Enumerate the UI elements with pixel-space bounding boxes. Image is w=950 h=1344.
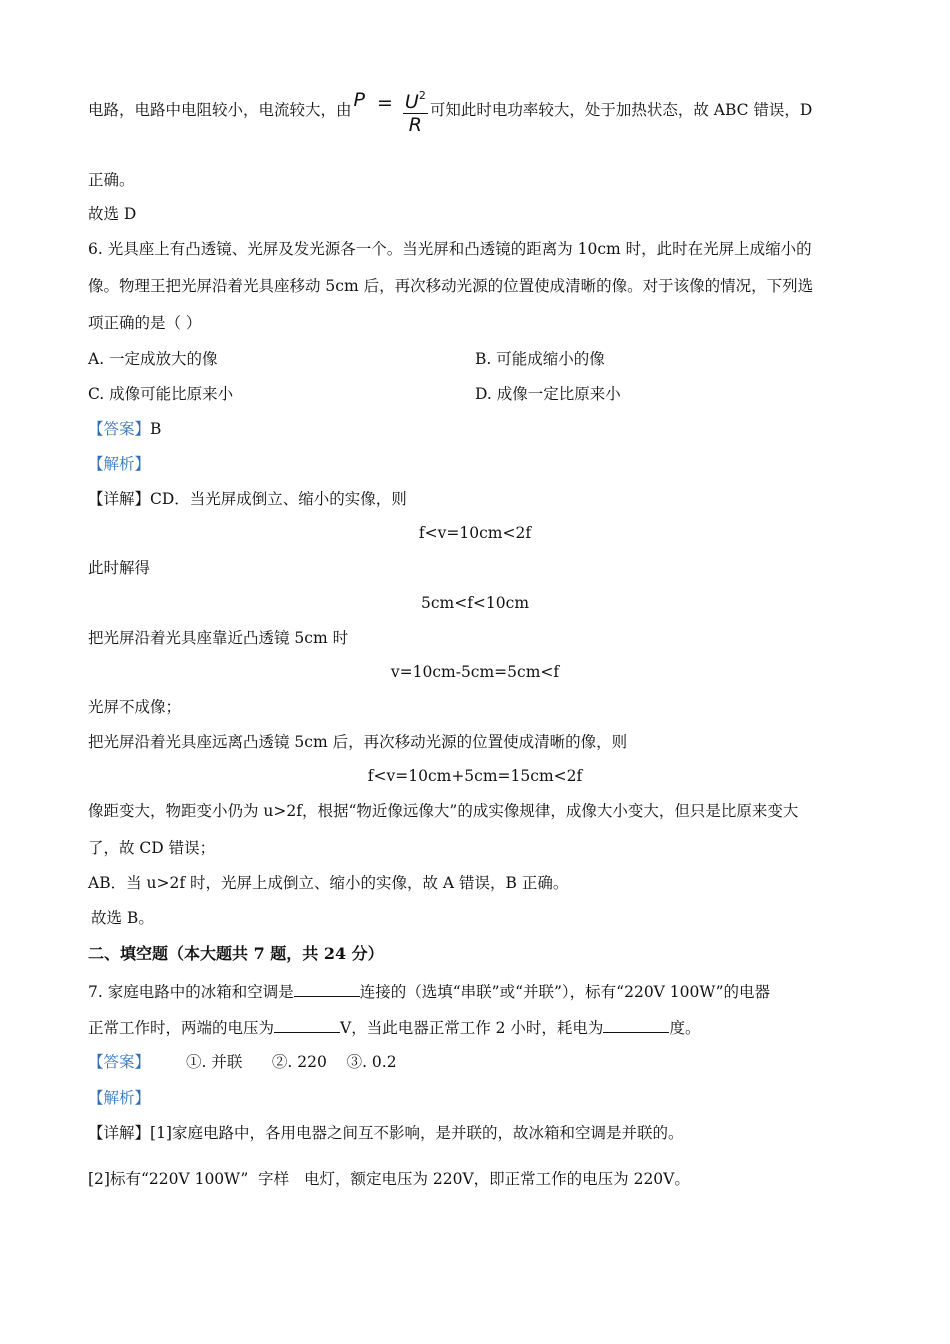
detail-text: [1]家庭电路中，各用电器之间互不影响，是并联的，故冰箱和空调是并联的。 [150, 1124, 684, 1142]
text-segment: 电路，电路中电阻较小，电流较大，由 [88, 101, 352, 119]
analysis-tag: 【解析】 [88, 1089, 151, 1107]
fraction [403, 85, 428, 136]
section-heading: 二、填空题（本大题共 7 题，共 24 分） [88, 944, 384, 963]
text-segment: 度。 [669, 1019, 701, 1037]
detail-tag: 【详解】 [88, 1124, 151, 1142]
analysis-tag: 【解析】 [88, 455, 151, 473]
analysis-line [88, 454, 150, 474]
equation: v=10cm-5cm=5cm<f [390, 663, 560, 681]
detail-tag: 【详解】 [88, 490, 151, 508]
answer-blank [274, 1017, 340, 1033]
text-segment: 可知此时电功率较大，处于加热状态，故 ABC 错误，D [429, 101, 813, 119]
option-c: C. 成像可能比原来小 [88, 385, 234, 403]
answer-tag: 【答案】 [88, 1053, 151, 1071]
answer-blank [603, 1017, 669, 1033]
option-a: A. 一定成放大的像 [88, 350, 218, 368]
text-segment: 正常工作时，两端的电压为 [88, 1019, 275, 1037]
paragraph-line: 此时解得 [88, 559, 151, 577]
detail-line [88, 1123, 683, 1143]
equation: f<v=10cm<2f [418, 524, 532, 542]
formula-r: R [408, 113, 422, 136]
formula-u: U [404, 90, 419, 113]
paragraph-line [88, 80, 812, 140]
paragraph-line: 把光屏沿着光具座远离凸透镜 5cm 后，再次移动光源的位置使成清晰的像，则 [88, 733, 628, 751]
equation: 5cm<f<10cm [420, 594, 530, 612]
question-6-line: 6. 光具座上有凸透镜、光屏及发光源各一个。当光屏和凸透镜的距离为 10cm 时，此时在光屏上成缩小的 [88, 240, 812, 258]
formula-p: P [353, 89, 365, 111]
text-segment: 7. 家庭电路中的冰箱和空调是 [88, 983, 294, 1001]
paragraph-line: 把光屏沿着光具座靠近凸透镜 5cm 时 [88, 629, 349, 647]
power-formula [354, 85, 428, 136]
question-6-line: 像。物理王把光屏沿着光具座移动 5cm 后，再次移动光源的位置使成清晰的像。对于该像的情况，下列选 [88, 277, 814, 295]
paragraph-line: 光屏不成像； [88, 698, 182, 716]
detail-text: CD．当光屏成倒立、缩小的实像，则 [150, 490, 407, 508]
question-7-line [88, 1017, 700, 1038]
text-segment: V，当此电器正常工作 2 小时，耗电为 [340, 1019, 604, 1037]
choice-line: 故选 D [88, 205, 137, 223]
formula-equals: = [376, 92, 393, 114]
paragraph-line: AB．当 u>2f 时，光屏上成倒立、缩小的实像，故 A 错误，B 正确。 [88, 874, 569, 892]
paragraph-line: 了，故 CD 错误； [88, 839, 216, 857]
answer-value: ①. 并联 ②. 220 ③. 0.2 [186, 1053, 397, 1071]
paragraph-line: [2]标有“220V 100W” 字样 电灯，额定电压为 220V，即正常工作的电压为 220V。 [88, 1170, 690, 1188]
answer-blank [294, 981, 360, 997]
analysis-line [88, 1088, 150, 1108]
answer-value: B [150, 420, 162, 438]
option-b: B. 可能成缩小的像 [475, 350, 605, 368]
question-7-line [88, 981, 770, 1002]
question-6-line: 项正确的是（ ） [88, 314, 202, 332]
option-d: D. 成像一定比原来小 [475, 385, 621, 403]
formula-exponent: 2 [418, 88, 426, 102]
equation: f<v=10cm+5cm=15cm<2f [367, 767, 583, 785]
text-segment: 连接的（选填“串联”或“并联”），标有“220V 100W”的电器 [359, 983, 771, 1001]
paragraph-line: 像距变大，物距变小仍为 u>2f，根据“物近像远像大”的成实像规律，成像大小变大，但只是比原来变大 [88, 802, 799, 820]
detail-line [88, 489, 407, 509]
fraction-numerator [403, 85, 428, 114]
answer-tag: 【答案】 [88, 420, 151, 438]
answer-line [88, 419, 161, 439]
answer-line [88, 1052, 397, 1072]
paragraph-line: 正确。 [88, 171, 135, 189]
choice-line: 故选 B。 [91, 909, 154, 927]
